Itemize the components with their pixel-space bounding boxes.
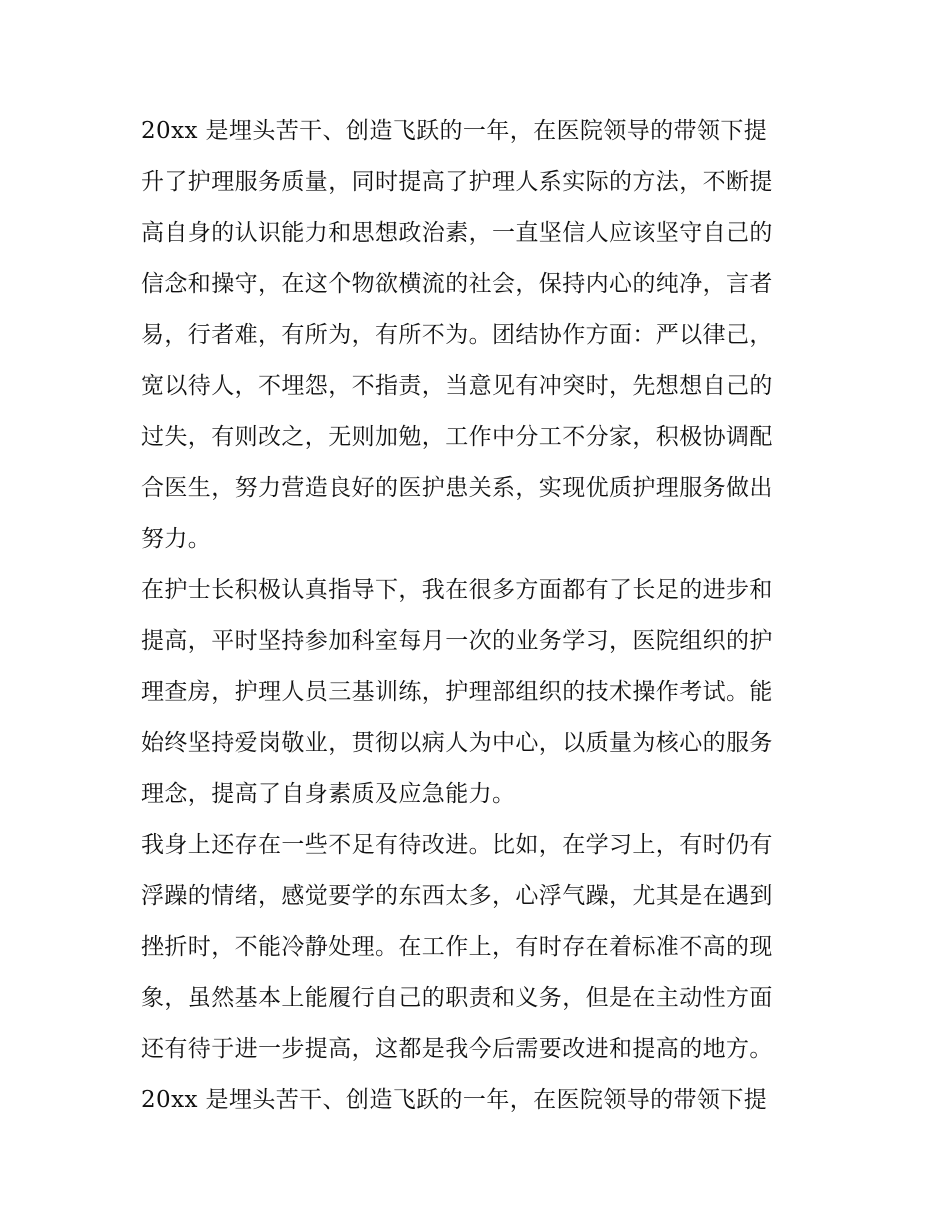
text-line: 象，虽然基本上能履行自己的职责和义务，但是在主动性方面	[141, 985, 773, 1011]
text-line: 我身上还存在一些不足有待改进。比如，在学习上，有时仍有	[141, 832, 773, 858]
text-line: 宽以待人，不埋怨，不指责，当意见有冲突时，先想想自己的	[141, 373, 773, 399]
text-line: 提高，平时坚持参加科室每月一次的业务学习，医院组织的护	[141, 628, 773, 654]
text-line: 努力。	[141, 526, 212, 552]
text-line: 浮躁的情绪，感觉要学的东西太多，心浮气躁，尤其是在遇到	[141, 883, 773, 909]
text-line: 20xx 是埋头苦干、创造飞跃的一年，在医院领导的带领下提	[141, 118, 768, 144]
text-line: 挫折时，不能冷静处理。在工作上，有时存在着标准不高的现	[141, 934, 773, 960]
text-line: 升了护理服务质量，同时提高了护理人系实际的方法，不断提	[141, 169, 773, 195]
text-line: 合医生，努力营造良好的医护患关系，实现优质护理服务做出	[141, 475, 773, 501]
document-body	[141, 106, 821, 1126]
text-line: 易，行者难，有所为，有所不为。团结协作方面：严以律己，	[141, 322, 773, 348]
text-line: 理查房，护理人员三基训练，护理部组织的技术操作考试。能	[141, 679, 773, 705]
text-line: 在护士长积极认真指导下，我在很多方面都有了长足的进步和	[141, 577, 773, 603]
text-line: 始终坚持爱岗敬业，贯彻以病人为中心，以质量为核心的服务	[141, 730, 773, 756]
text-line: 理念，提高了自身素质及应急能力。	[141, 781, 516, 807]
text-line: 高自身的认识能力和思想政治素，一直坚信人应该坚守自己的	[141, 220, 773, 246]
text-line: 过失，有则改之，无则加勉，工作中分工不分家，积极协调配	[141, 424, 773, 450]
text-line: 还有待于进一步提高，这都是我今后需要改进和提高的地方。	[141, 1036, 773, 1062]
text-line: 信念和操守，在这个物欲横流的社会，保持内心的纯净，言者	[141, 271, 773, 297]
text-line: 20xx 是埋头苦干、创造飞跃的一年，在医院领导的带领下提	[141, 1087, 768, 1113]
